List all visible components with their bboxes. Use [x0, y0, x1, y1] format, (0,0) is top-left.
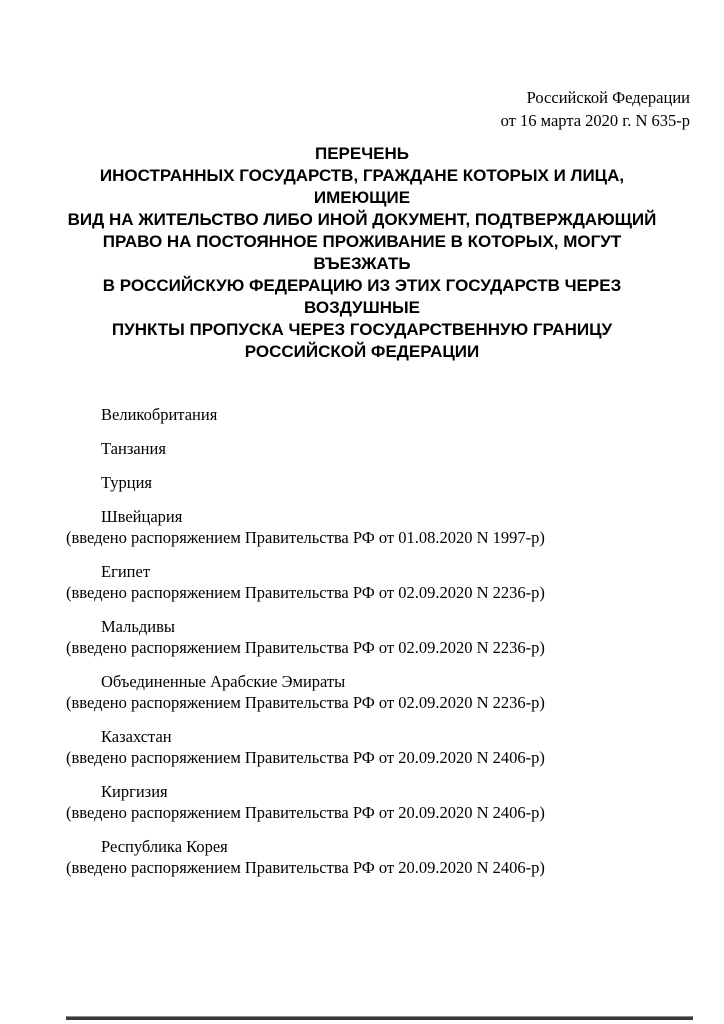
amendment-note: (введено распоряжением Правительства РФ от 02.09.2020 N 2236-р)	[66, 638, 545, 657]
country-name: Танзания	[101, 439, 166, 458]
amendment-note: (введено распоряжением Правительства РФ от 02.09.2020 N 2236-р)	[66, 693, 545, 712]
title-line: ИМЕЮЩИЕ	[313, 188, 411, 207]
title-line: ПУНКТЫ ПРОПУСКА ЧЕРЕЗ ГОСУДАРСТВЕННУЮ ГРАНИЦУ	[111, 320, 613, 339]
list-item	[66, 781, 690, 823]
country-name: Мальдивы	[101, 617, 176, 636]
list-item	[66, 836, 690, 878]
title-line: В РОССИЙСКУЮ ФЕДЕРАЦИЮ ИЗ ЭТИХ ГОСУДАРСТВ ЧЕРЕЗ	[102, 276, 622, 295]
reference-line: от 16 марта 2020 г. N 635-р	[500, 111, 690, 130]
list-item	[66, 404, 690, 425]
amendment-note: (введено распоряжением Правительства РФ от 20.09.2020 N 2406-р)	[66, 803, 545, 822]
country-name: Великобритания	[101, 405, 218, 424]
country-name: Казахстан	[101, 727, 172, 746]
title-line: ВЪЕЗЖАТЬ	[313, 254, 411, 273]
page-bottom-divider	[66, 1016, 693, 1020]
country-name: Турция	[101, 473, 153, 492]
country-name: Швейцария	[101, 507, 183, 526]
country-list	[66, 404, 690, 891]
list-item	[66, 671, 690, 713]
list-item	[66, 472, 690, 493]
country-name: Египет	[101, 562, 151, 581]
amendment-note: (введено распоряжением Правительства РФ от 20.09.2020 N 2406-р)	[66, 858, 545, 877]
country-name: Киргизия	[101, 782, 168, 801]
list-item	[66, 506, 690, 548]
document-title	[40, 143, 684, 363]
amendment-note: (введено распоряжением Правительства РФ от 20.09.2020 N 2406-р)	[66, 748, 545, 767]
reference-line: Российской Федерации	[526, 88, 690, 107]
list-item	[66, 561, 690, 603]
document-reference-block	[501, 86, 690, 132]
title-line: ВОЗДУШНЫЕ	[304, 298, 420, 317]
list-item	[66, 726, 690, 768]
list-item	[66, 616, 690, 658]
title-line: ПРАВО НА ПОСТОЯННОЕ ПРОЖИВАНИЕ В КОТОРЫХ, МОГУТ	[102, 232, 622, 251]
title-line: РОССИЙСКОЙ ФЕДЕРАЦИИ	[244, 342, 480, 361]
amendment-note: (введено распоряжением Правительства РФ от 02.09.2020 N 2236-р)	[66, 583, 545, 602]
amendment-note: (введено распоряжением Правительства РФ от 01.08.2020 N 1997-р)	[66, 528, 545, 547]
list-item	[66, 438, 690, 459]
title-line: ИНОСТРАННЫХ ГОСУДАРСТВ, ГРАЖДАНЕ КОТОРЫХ И ЛИЦА,	[99, 166, 625, 185]
title-line: ПЕРЕЧЕНЬ	[314, 144, 409, 163]
country-name: Объединенные Арабские Эмираты	[101, 672, 346, 691]
country-name: Республика Корея	[101, 837, 228, 856]
title-line: ВИД НА ЖИТЕЛЬСТВО ЛИБО ИНОЙ ДОКУМЕНТ, ПОДТВЕРЖДАЮЩИЙ	[67, 210, 657, 229]
